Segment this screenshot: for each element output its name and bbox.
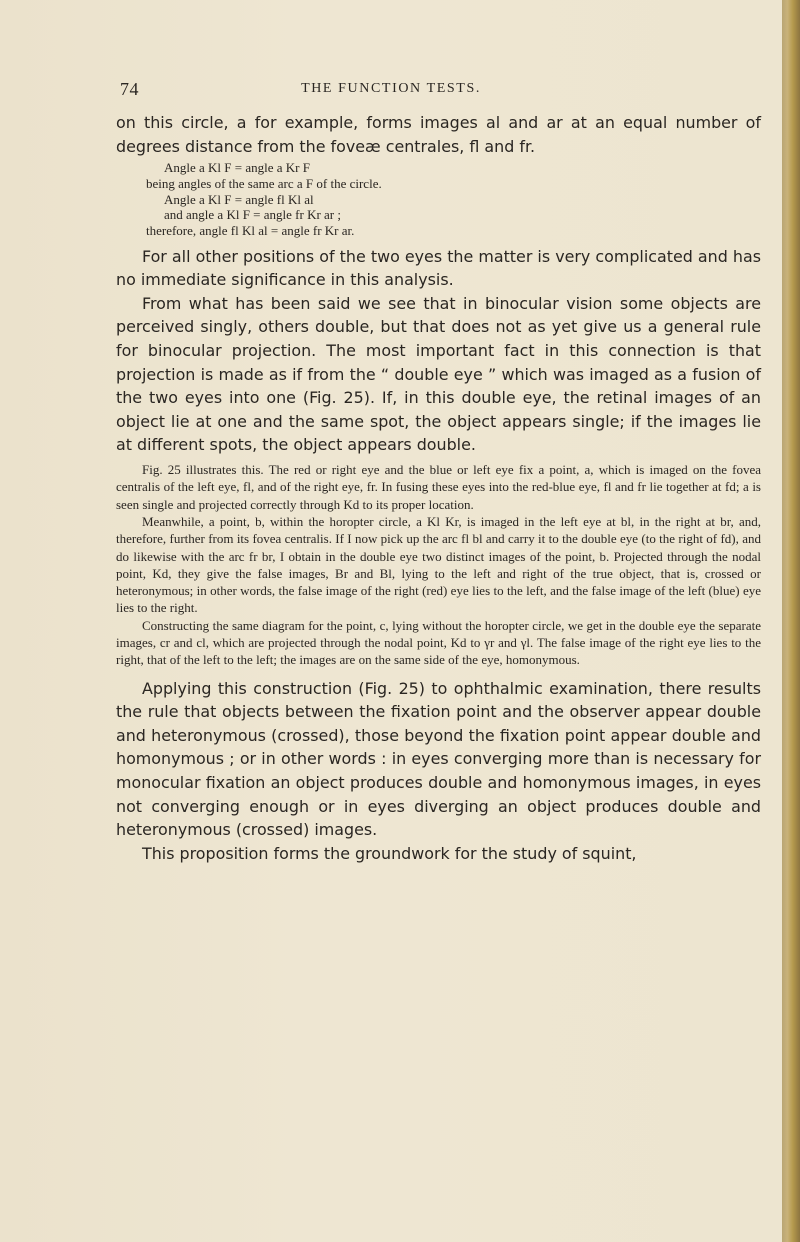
page-body [116, 111, 761, 865]
equation-line: Angle a Kl F = angle a Kr F [164, 160, 310, 176]
equation-line: therefore, angle fl Kl al = angle fr Kr ar. [146, 223, 355, 238]
paragraph: For all other positions of the two eyes the matter is very complicated and has no immediate significance in this analysis. [116, 246, 761, 290]
figure-explanation: Meanwhile, a point, b, within the horopter circle, a Kl Kr, is imaged in the left eye at bl, in the right at br, and, therefore, further from its fovea centralis. If I now pick up the arc fl bl and carry it to the double eye (to the right of fd), and do likewise with the arc fr br, I obtain in the double eye two distinct images of the point, b. Projected through the nodal point, Kd, they give the false images, Br and Bl, lying to the left and right of the true object, that is, crossed or heteronymous; in other words, the false image of the right (red) eye lies to the left, and the false image of the left (blue) eye lies to the right. [116, 513, 761, 616]
page-header [0, 79, 782, 103]
figure-explanation: Fig. 25 illustrates this. The red or right eye and the blue or left eye fix a point, a, which is imaged on the fovea centralis of the left eye, fl, and of the right eye, fr. In fusing these eyes into the red-blue eye, fl and fr lie together at fd; a is seen single and projected correctly through Kd to its proper location. [116, 462, 761, 512]
equation-line: being angles of the same arc a F of the circle. [146, 175, 382, 191]
page-edge [782, 0, 800, 1242]
paragraph: From what has been said we see that in binocular vision some objects are perceived singly, others double, but that does not as yet give us a general rule for binocular projection. The most important fact in this connection is that projection is made as if from the “ double eye ” which was imaged as a fusion of the two eyes into one (Fig. 25). If, in this double eye, the retinal images of an object lie at one and the same spot, the object appears single; if the images lie at different spots, the object appears double. [116, 293, 761, 455]
equation-line: and angle a Kl F = angle fr Kr ar ; [164, 207, 341, 223]
page-number: 74 [120, 79, 139, 99]
paragraph: This proposition forms the groundwork for the study of squint, [142, 843, 637, 863]
equation-line: Angle a Kl F = angle fl Kl al [164, 191, 314, 207]
paragraph-continued: on this circle, a for example, forms images al and ar at an equal number of degrees distance from the foveæ centrales, fl and fr. [116, 113, 761, 156]
figure-explanation: Constructing the same diagram for the point, c, lying without the horopter circle, we get in the double eye the separate images, cr and cl, which are projected through the nodal point, Kd to γr and γl. The false image of the right eye lies to the right, that of the left to the left; the images are on the same side of the eye, homonymous. [116, 617, 761, 668]
paragraph: Applying this construction (Fig. 25) to ophthalmic examination, there results the rule that objects between the fixation point and the observer appear double and heteronymous (crossed), those beyond the fixation point appear double and homonymous ; or in other words : in eyes converging more than is necessary for monocular fixation an object produces double and homonymous images, in eyes not converging enough or in eyes diverging an object produces double and heteronymous (crossed) images. [116, 678, 761, 840]
running-title: THE FUNCTION TESTS. [301, 81, 481, 96]
angle-equations [116, 160, 761, 239]
